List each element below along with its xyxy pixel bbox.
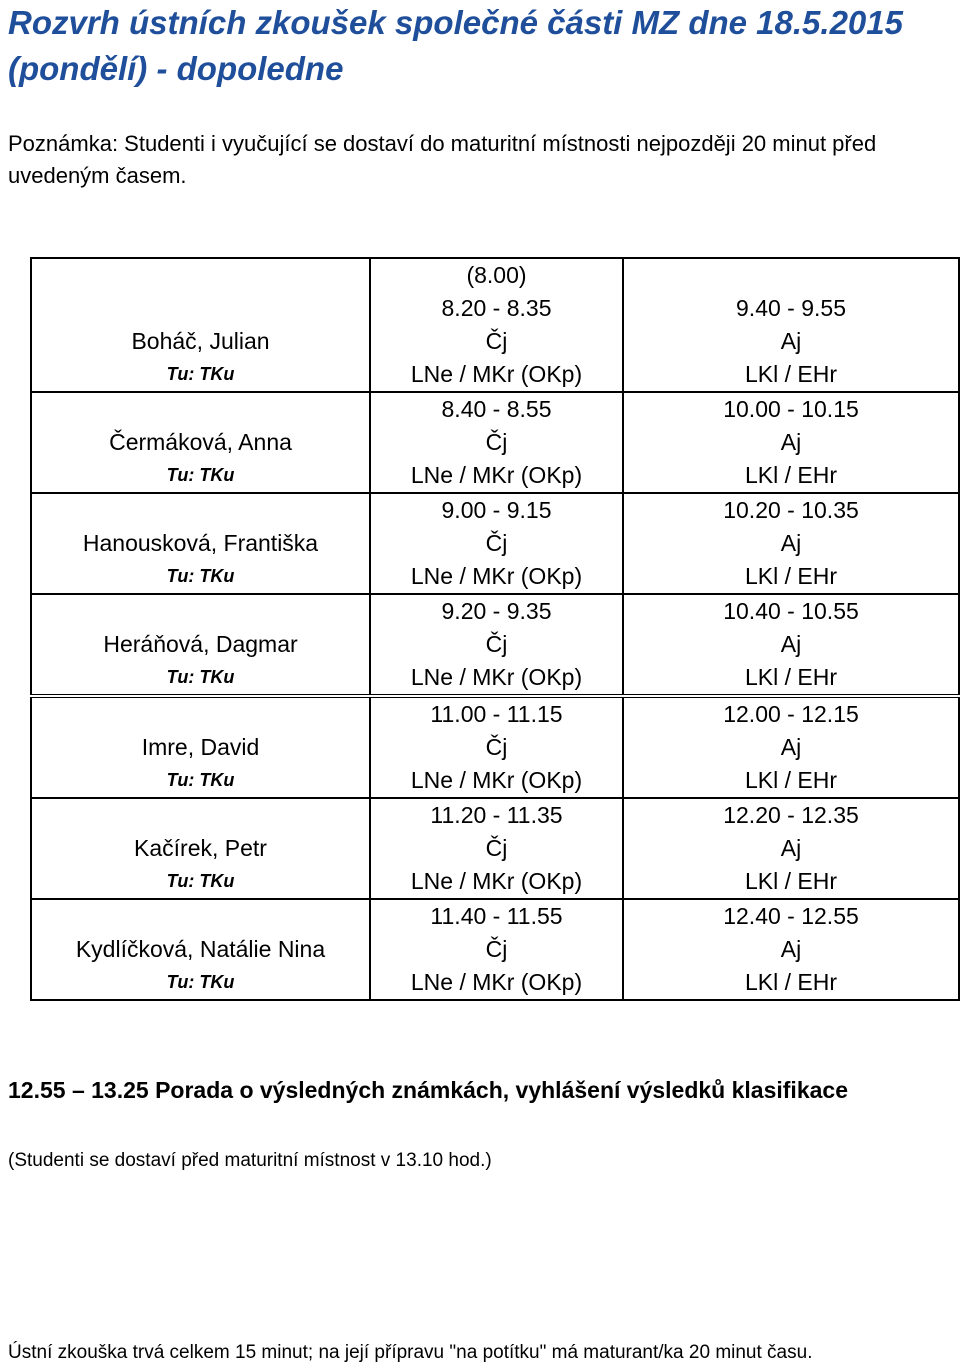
aj-examiners: LKl / EHr <box>623 661 959 696</box>
aj-time: 12.40 - 12.55 <box>623 899 959 933</box>
schedule-row <box>31 325 959 358</box>
cj-subject: Čj <box>370 933 623 966</box>
student-name: Kačírek, Petr <box>31 832 370 865</box>
cj-examiners: LNe / MKr (OKp) <box>370 966 623 1000</box>
empty-cell <box>31 899 370 933</box>
note-text: Poznámka: Studenti i vyučující se dostaví do maturitní místnosti nejpozději 20 minut před uvedeným časem. <box>8 131 877 188</box>
cj-time: 11.00 - 11.15 <box>370 696 623 731</box>
schedule-table <box>30 257 960 1001</box>
aj-subject: Aj <box>623 933 959 966</box>
schedule-row <box>31 832 959 865</box>
aj-examiners: LKl / EHr <box>623 966 959 1000</box>
schedule-row <box>31 798 959 832</box>
cj-examiners: LNe / MKr (OKp) <box>370 865 623 899</box>
teacher-label: Tu: TKu <box>31 661 370 696</box>
aj-subject: Aj <box>623 426 959 459</box>
empty-cell <box>31 292 370 325</box>
teacher-label: Tu: TKu <box>31 459 370 493</box>
cj-examiners: LNe / MKr (OKp) <box>370 358 623 392</box>
empty-cell <box>31 392 370 426</box>
schedule-row <box>31 426 959 459</box>
student-name: Čermáková, Anna <box>31 426 370 459</box>
schedule-row <box>31 527 959 560</box>
cj-examiners: LNe / MKr (OKp) <box>370 764 623 798</box>
aj-time: 10.20 - 10.35 <box>623 493 959 527</box>
cj-time: 8.20 - 8.35 <box>370 292 623 325</box>
cj-subject: Čj <box>370 628 623 661</box>
schedule-row <box>31 696 959 731</box>
closing-text: 12.55 – 13.25 Porada o výsledných známkách, vyhlášení výsledků klasifikace <box>8 1077 848 1103</box>
cj-time: 9.00 - 9.15 <box>370 493 623 527</box>
schedule-row <box>31 628 959 661</box>
student-name: Kydlíčková, Natálie Nina <box>31 933 370 966</box>
teacher-label: Tu: TKu <box>31 966 370 1000</box>
aj-time: 10.00 - 10.15 <box>623 392 959 426</box>
closing-subtext: (Studenti se dostaví před maturitní místnost v 13.10 hod.) <box>8 1150 492 1171</box>
aj-time: 10.40 - 10.55 <box>623 594 959 628</box>
schedule-row <box>31 392 959 426</box>
schedule-row <box>31 764 959 798</box>
schedule-body <box>31 258 959 1000</box>
cj-examiners: LNe / MKr (OKp) <box>370 661 623 696</box>
schedule-row <box>31 865 959 899</box>
schedule-row <box>31 292 959 325</box>
empty-cell <box>31 798 370 832</box>
schedule-row <box>31 899 959 933</box>
empty-cell <box>623 258 959 292</box>
student-name: Heráňová, Dagmar <box>31 628 370 661</box>
schedule-row <box>31 966 959 1000</box>
student-name: Hanousková, Františka <box>31 527 370 560</box>
cj-time: 11.20 - 11.35 <box>370 798 623 832</box>
page-title: Rozvrh ústních zkoušek společné části MZ dne 18.5.2015 (pondělí) - dopoledne <box>8 4 903 87</box>
aj-subject: Aj <box>623 527 959 560</box>
schedule-row <box>31 358 959 392</box>
aj-subject: Aj <box>623 832 959 865</box>
cj-subject: Čj <box>370 426 623 459</box>
aj-examiners: LKl / EHr <box>623 560 959 594</box>
cj-subject: Čj <box>370 527 623 560</box>
teacher-label: Tu: TKu <box>31 764 370 798</box>
cj-subject: Čj <box>370 731 623 764</box>
aj-time: 9.40 - 9.55 <box>623 292 959 325</box>
schedule-row <box>31 661 959 696</box>
cj-time: 9.20 - 9.35 <box>370 594 623 628</box>
aj-examiners: LKl / EHr <box>623 459 959 493</box>
start-time-row <box>31 258 959 292</box>
student-name: Boháč, Julian <box>31 325 370 358</box>
schedule-row <box>31 594 959 628</box>
empty-cell <box>31 594 370 628</box>
schedule-row <box>31 493 959 527</box>
aj-examiners: LKl / EHr <box>623 764 959 798</box>
aj-subject: Aj <box>623 731 959 764</box>
empty-cell <box>31 696 370 731</box>
aj-examiners: LKl / EHr <box>623 358 959 392</box>
aj-subject: Aj <box>623 325 959 358</box>
schedule-row <box>31 560 959 594</box>
cj-time: 11.40 - 11.55 <box>370 899 623 933</box>
schedule-row <box>31 731 959 764</box>
footer-note: Ústní zkouška trvá celkem 15 minut; na její přípravu "na potítku" má maturant/ka 20 minut času. <box>8 1342 813 1363</box>
cj-examiners: LNe / MKr (OKp) <box>370 459 623 493</box>
aj-time: 12.00 - 12.15 <box>623 696 959 731</box>
empty-cell <box>31 493 370 527</box>
start-time: (8.00) <box>370 258 623 292</box>
teacher-label: Tu: TKu <box>31 865 370 899</box>
teacher-label: Tu: TKu <box>31 560 370 594</box>
schedule-row <box>31 459 959 493</box>
cj-time: 8.40 - 8.55 <box>370 392 623 426</box>
aj-subject: Aj <box>623 628 959 661</box>
aj-time: 12.20 - 12.35 <box>623 798 959 832</box>
schedule-row <box>31 933 959 966</box>
cj-subject: Čj <box>370 325 623 358</box>
cj-examiners: LNe / MKr (OKp) <box>370 560 623 594</box>
empty-cell <box>31 258 370 292</box>
cj-subject: Čj <box>370 832 623 865</box>
teacher-label: Tu: TKu <box>31 358 370 392</box>
aj-examiners: LKl / EHr <box>623 865 959 899</box>
student-name: Imre, David <box>31 731 370 764</box>
